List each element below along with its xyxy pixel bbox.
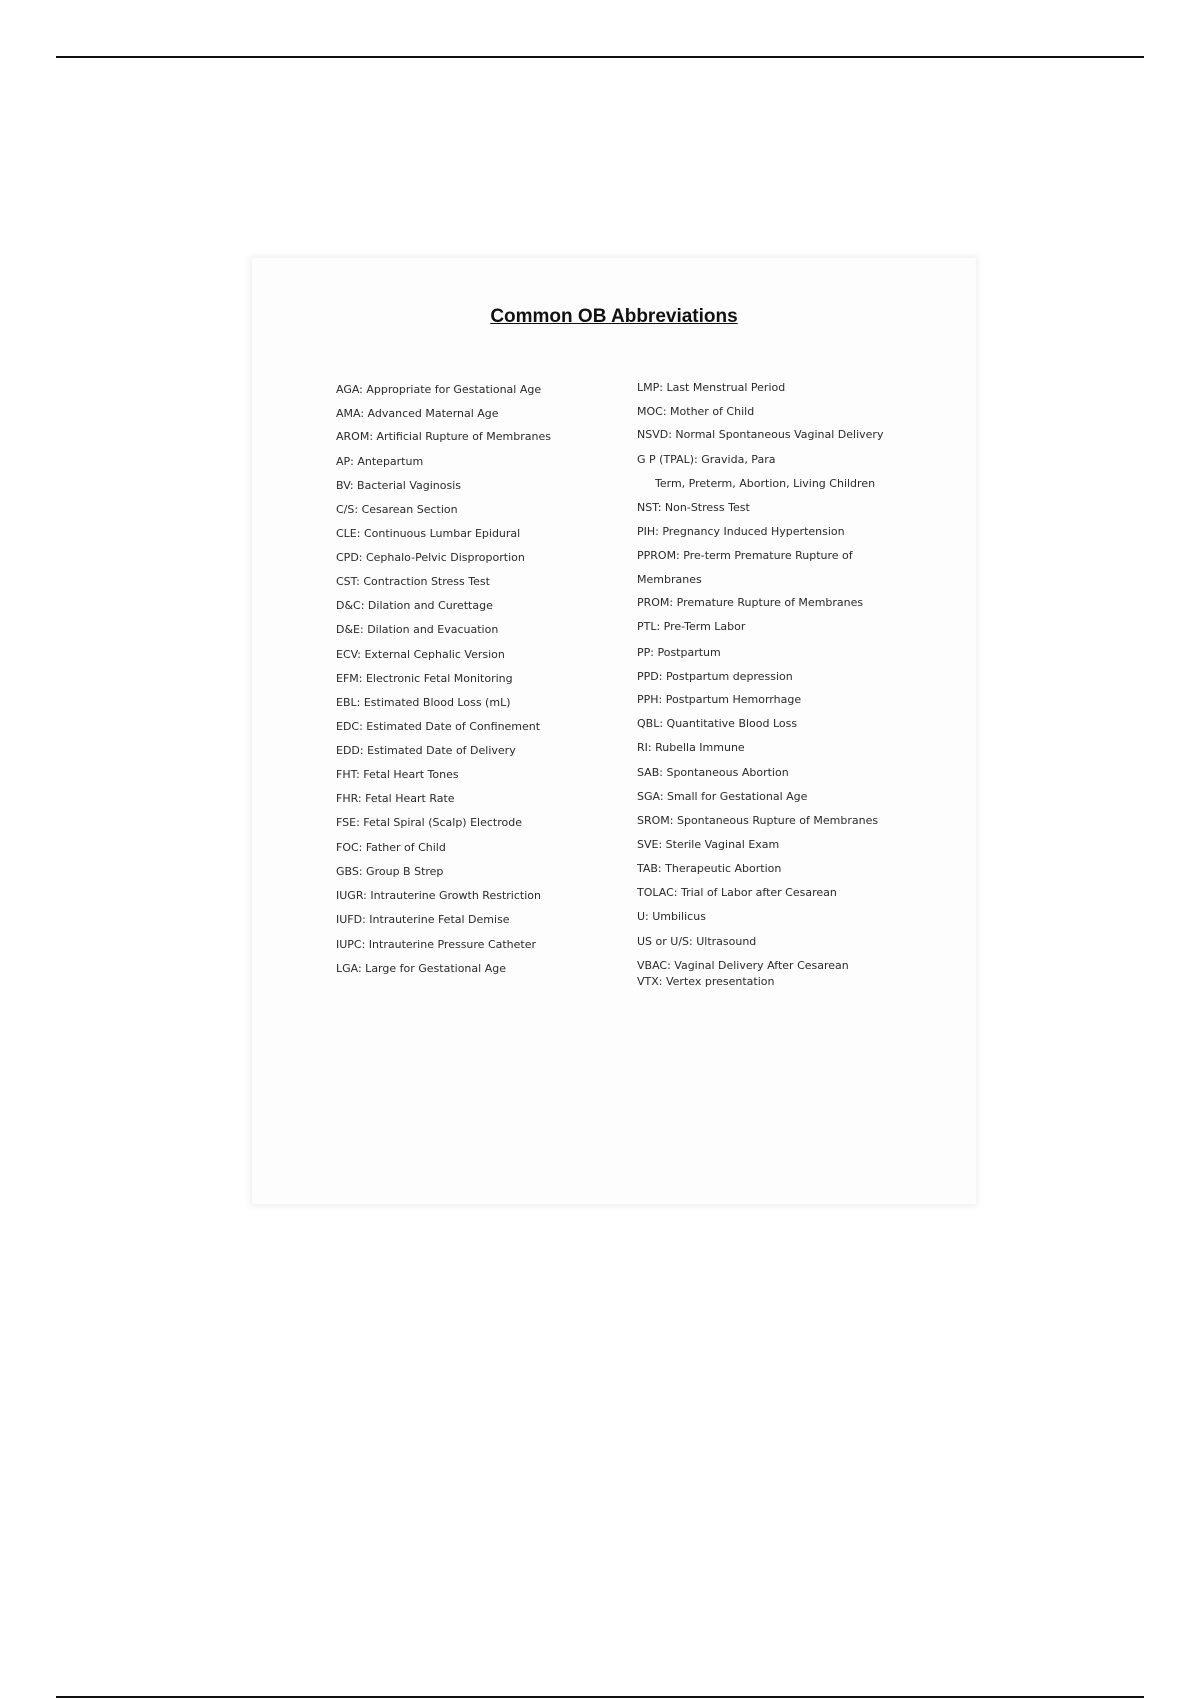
abbreviation-entry: TAB: Therapeutic Abortion [637, 862, 782, 875]
abbreviation-entry: G P (TPAL): Gravida, Para [637, 453, 776, 466]
abbreviation-entry: BV: Bacterial Vaginosis [336, 479, 461, 492]
abbreviation-entry: PROM: Premature Rupture of Membranes [637, 596, 864, 609]
abbreviation-entry: PTL: Pre-Term Labor [637, 620, 746, 633]
abbreviation-entry-continuation: Term, Preterm, Abortion, Living Children [655, 477, 876, 490]
abbreviation-entry: IUPC: Intrauterine Pressure Catheter [336, 938, 537, 951]
abbreviation-entry: FOC: Father of Child [336, 841, 446, 854]
abbreviation-entry: C/S: Cesarean Section [336, 503, 458, 516]
page-bottom-rule [56, 1696, 1144, 1698]
document-title: Common OB Abbreviations [490, 306, 738, 327]
abbreviation-entry: ECV: External Cephalic Version [336, 648, 505, 661]
abbreviation-entry: FSE: Fetal Spiral (Scalp) Electrode [336, 816, 522, 829]
abbreviation-entry: SAB: Spontaneous Abortion [637, 766, 789, 779]
abbreviation-entry: PPH: Postpartum Hemorrhage [637, 693, 802, 706]
abbreviation-entry: CST: Contraction Stress Test [336, 575, 490, 588]
abbreviation-entry: AROM: Artificial Rupture of Membranes [336, 430, 551, 443]
abbreviation-entry: GBS: Group B Strep [336, 865, 444, 878]
abbreviation-entry: LMP: Last Menstrual Period [637, 381, 786, 394]
abbreviation-entry: PP: Postpartum [637, 646, 721, 659]
abbreviation-entry: MOC: Mother of Child [637, 405, 755, 418]
page-top-rule [56, 56, 1144, 58]
abbreviation-entry: LGA: Large for Gestational Age [336, 962, 506, 975]
abbreviation-entry: IUGR: Intrauterine Growth Restriction [336, 889, 541, 902]
abbreviation-entry: PPD: Postpartum depression [637, 670, 793, 683]
abbreviation-entry: EDD: Estimated Date of Delivery [336, 744, 516, 757]
abbreviation-entry: AGA: Appropriate for Gestational Age [336, 383, 542, 396]
abbreviation-entry: SGA: Small for Gestational Age [637, 790, 808, 803]
abbreviation-entry: RI: Rubella Immune [637, 741, 745, 754]
abbreviation-entry: EDC: Estimated Date of Confinement [336, 720, 541, 733]
abbreviation-entry: U: Umbilicus [637, 910, 706, 923]
abbreviation-entry: FHT: Fetal Heart Tones [336, 768, 459, 781]
abbreviation-entry: US or U/S: Ultrasound [637, 935, 757, 948]
abbreviation-entry: CPD: Cephalo-Pelvic Disproportion [336, 551, 525, 564]
scanned-handout-image [252, 258, 976, 1204]
abbreviation-entry: AP: Antepartum [336, 455, 424, 468]
abbreviation-entry: AMA: Advanced Maternal Age [336, 407, 499, 420]
abbreviation-entry: EFM: Electronic Fetal Monitoring [336, 672, 513, 685]
abbreviation-entry: FHR: Fetal Heart Rate [336, 792, 455, 805]
abbreviation-entry: TOLAC: Trial of Labor after Cesarean [637, 886, 837, 899]
abbreviation-entry: QBL: Quantitative Blood Loss [637, 717, 798, 730]
abbreviation-entry: IUFD: Intrauterine Fetal Demise [336, 913, 510, 926]
abbreviation-entry: D&E: Dilation and Evacuation [336, 623, 499, 636]
abbreviation-entry: EBL: Estimated Blood Loss (mL) [336, 696, 511, 709]
abbreviation-entry: CLE: Continuous Lumbar Epidural [336, 527, 521, 540]
abbreviation-entry: SROM: Spontaneous Rupture of Membranes [637, 814, 879, 827]
abbreviation-entry-continuation: Membranes [637, 573, 702, 586]
abbreviation-entry: NST: Non-Stress Test [637, 501, 750, 514]
abbreviation-entry: SVE: Sterile Vaginal Exam [637, 838, 780, 851]
abbreviation-entry: PIH: Pregnancy Induced Hypertension [637, 525, 845, 538]
abbreviation-entry: PPROM: Pre-term Premature Rupture of [637, 549, 853, 562]
abbreviation-entry: VTX: Vertex presentation [637, 975, 775, 988]
abbreviation-entry: NSVD: Normal Spontaneous Vaginal Delivery [637, 428, 884, 441]
abbreviation-entry: D&C: Dilation and Curettage [336, 599, 493, 612]
abbreviation-entry: VBAC: Vaginal Delivery After Cesarean [637, 959, 849, 972]
